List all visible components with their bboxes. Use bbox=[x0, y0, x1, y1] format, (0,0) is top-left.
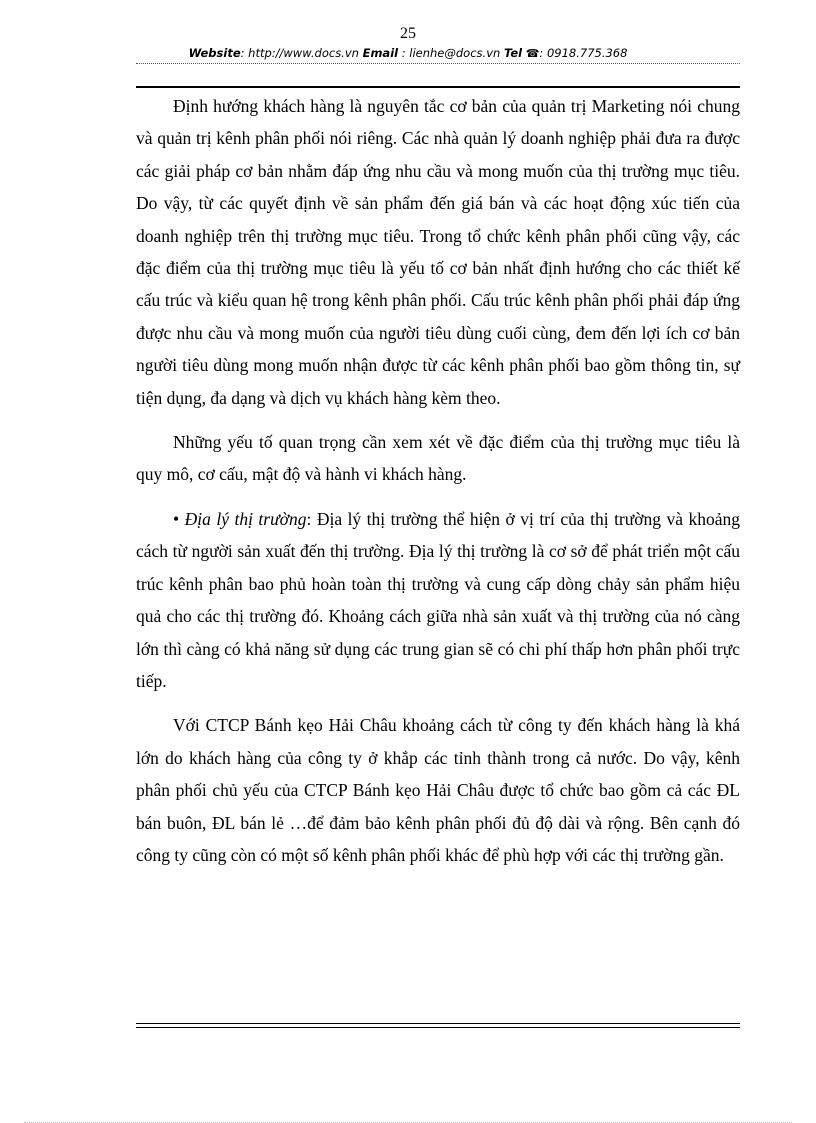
page-header bbox=[0, 45, 816, 62]
header-dotted-rule bbox=[136, 63, 740, 64]
bullet-body-text: : Địa lý thị trường thể hiện ở vị trí của thị trường và khoảng cách từ người sản xuất đến thị trường. Địa lý thị trường là cơ sở để phát triển một cấu trúc kênh phân bao phủ hoàn toàn thị trường và cung cấp dòng chảy sản phẩm hiệu quả cho các thị trường đó. Khoảng cách giữa nhà sản xuất và thị trường của nó càng lớn thì càng có khả năng sử dụng các trung gian sẽ có chi phí thấp hơn phân phối trực tiếp. bbox=[136, 508, 740, 691]
phone-icon: ☎ bbox=[525, 47, 540, 60]
paragraph-market-geography bbox=[136, 503, 740, 697]
paragraph-customer-orientation: Định hướng khách hàng là nguyên tắc cơ bản của quản trị Marketing nói chung và quản trị kênh phân phối nói riêng. Các nhà quản lý doanh nghiệp phải đưa ra được các giải pháp cơ bản nhằm đáp ứng nhu cầu và mong muốn của thị trường mục tiêu. Do vậy, từ các quyết định về sản phẩm đến giá bán và các hoạt động xúc tiến của doanh nghiệp trên thị trường mục tiêu. Trong tổ chức kênh phân phối cũng vậy, các đặc điểm của thị trường mục tiêu là yếu tố cơ bản nhất định hướng cho các thiết kế cấu trúc và kiểu quan hệ trong kênh phân phối. Cấu trúc kênh phân phối phải đáp ứng được nhu cầu và mong muốn của người tiêu dùng cuối cùng, đem đến lợi ích cơ bản người tiêu dùng mong muốn nhận được từ các kênh phân phối bao gồm thông tin, sự tiện dụng, đa dạng và dịch vụ khách hàng kèm theo. bbox=[136, 96, 740, 408]
page-number: 25 bbox=[400, 25, 416, 42]
tel-label: Tel bbox=[503, 46, 523, 60]
paragraph-market-factors: Những yếu tố quan trọng cần xem xét về đặc điểm của thị trường mục tiêu là quy mô, cơ cấu, mật độ và hành vi khách hàng. bbox=[136, 432, 740, 485]
website-label: Website bbox=[188, 46, 241, 60]
website-value: : http://www.docs.vn bbox=[240, 46, 359, 60]
bullet-lead-term: Địa lý thị trường bbox=[184, 508, 307, 529]
paragraph-hai-chau: Với CTCP Bánh kẹo Hải Châu khoảng cách từ công ty đến khách hàng là khá lớn do khách hàng của công ty ở khắp các tỉnh thành trong cả nước. Do vậy, kênh phân phối chủ yếu của CTCP Bánh kẹo Hải Châu được tổ chức bao gồm cả các ĐL bán buôn, ĐL bán lẻ …để đảm bảo kênh phân phối đủ độ dài và rộng. Bên cạnh đó công ty cũng còn có một số kênh phân phối khác để phù hợp với các thị trường gần. bbox=[136, 715, 740, 865]
bullet-marker: • bbox=[173, 508, 180, 529]
document-body bbox=[136, 90, 740, 871]
header-rule bbox=[136, 86, 740, 88]
tel-value: : 0918.775.368 bbox=[539, 46, 628, 60]
footer-double-rule bbox=[136, 1023, 740, 1028]
email-value: : lienhe@docs.vn bbox=[401, 46, 501, 60]
email-label: Email bbox=[362, 46, 399, 60]
